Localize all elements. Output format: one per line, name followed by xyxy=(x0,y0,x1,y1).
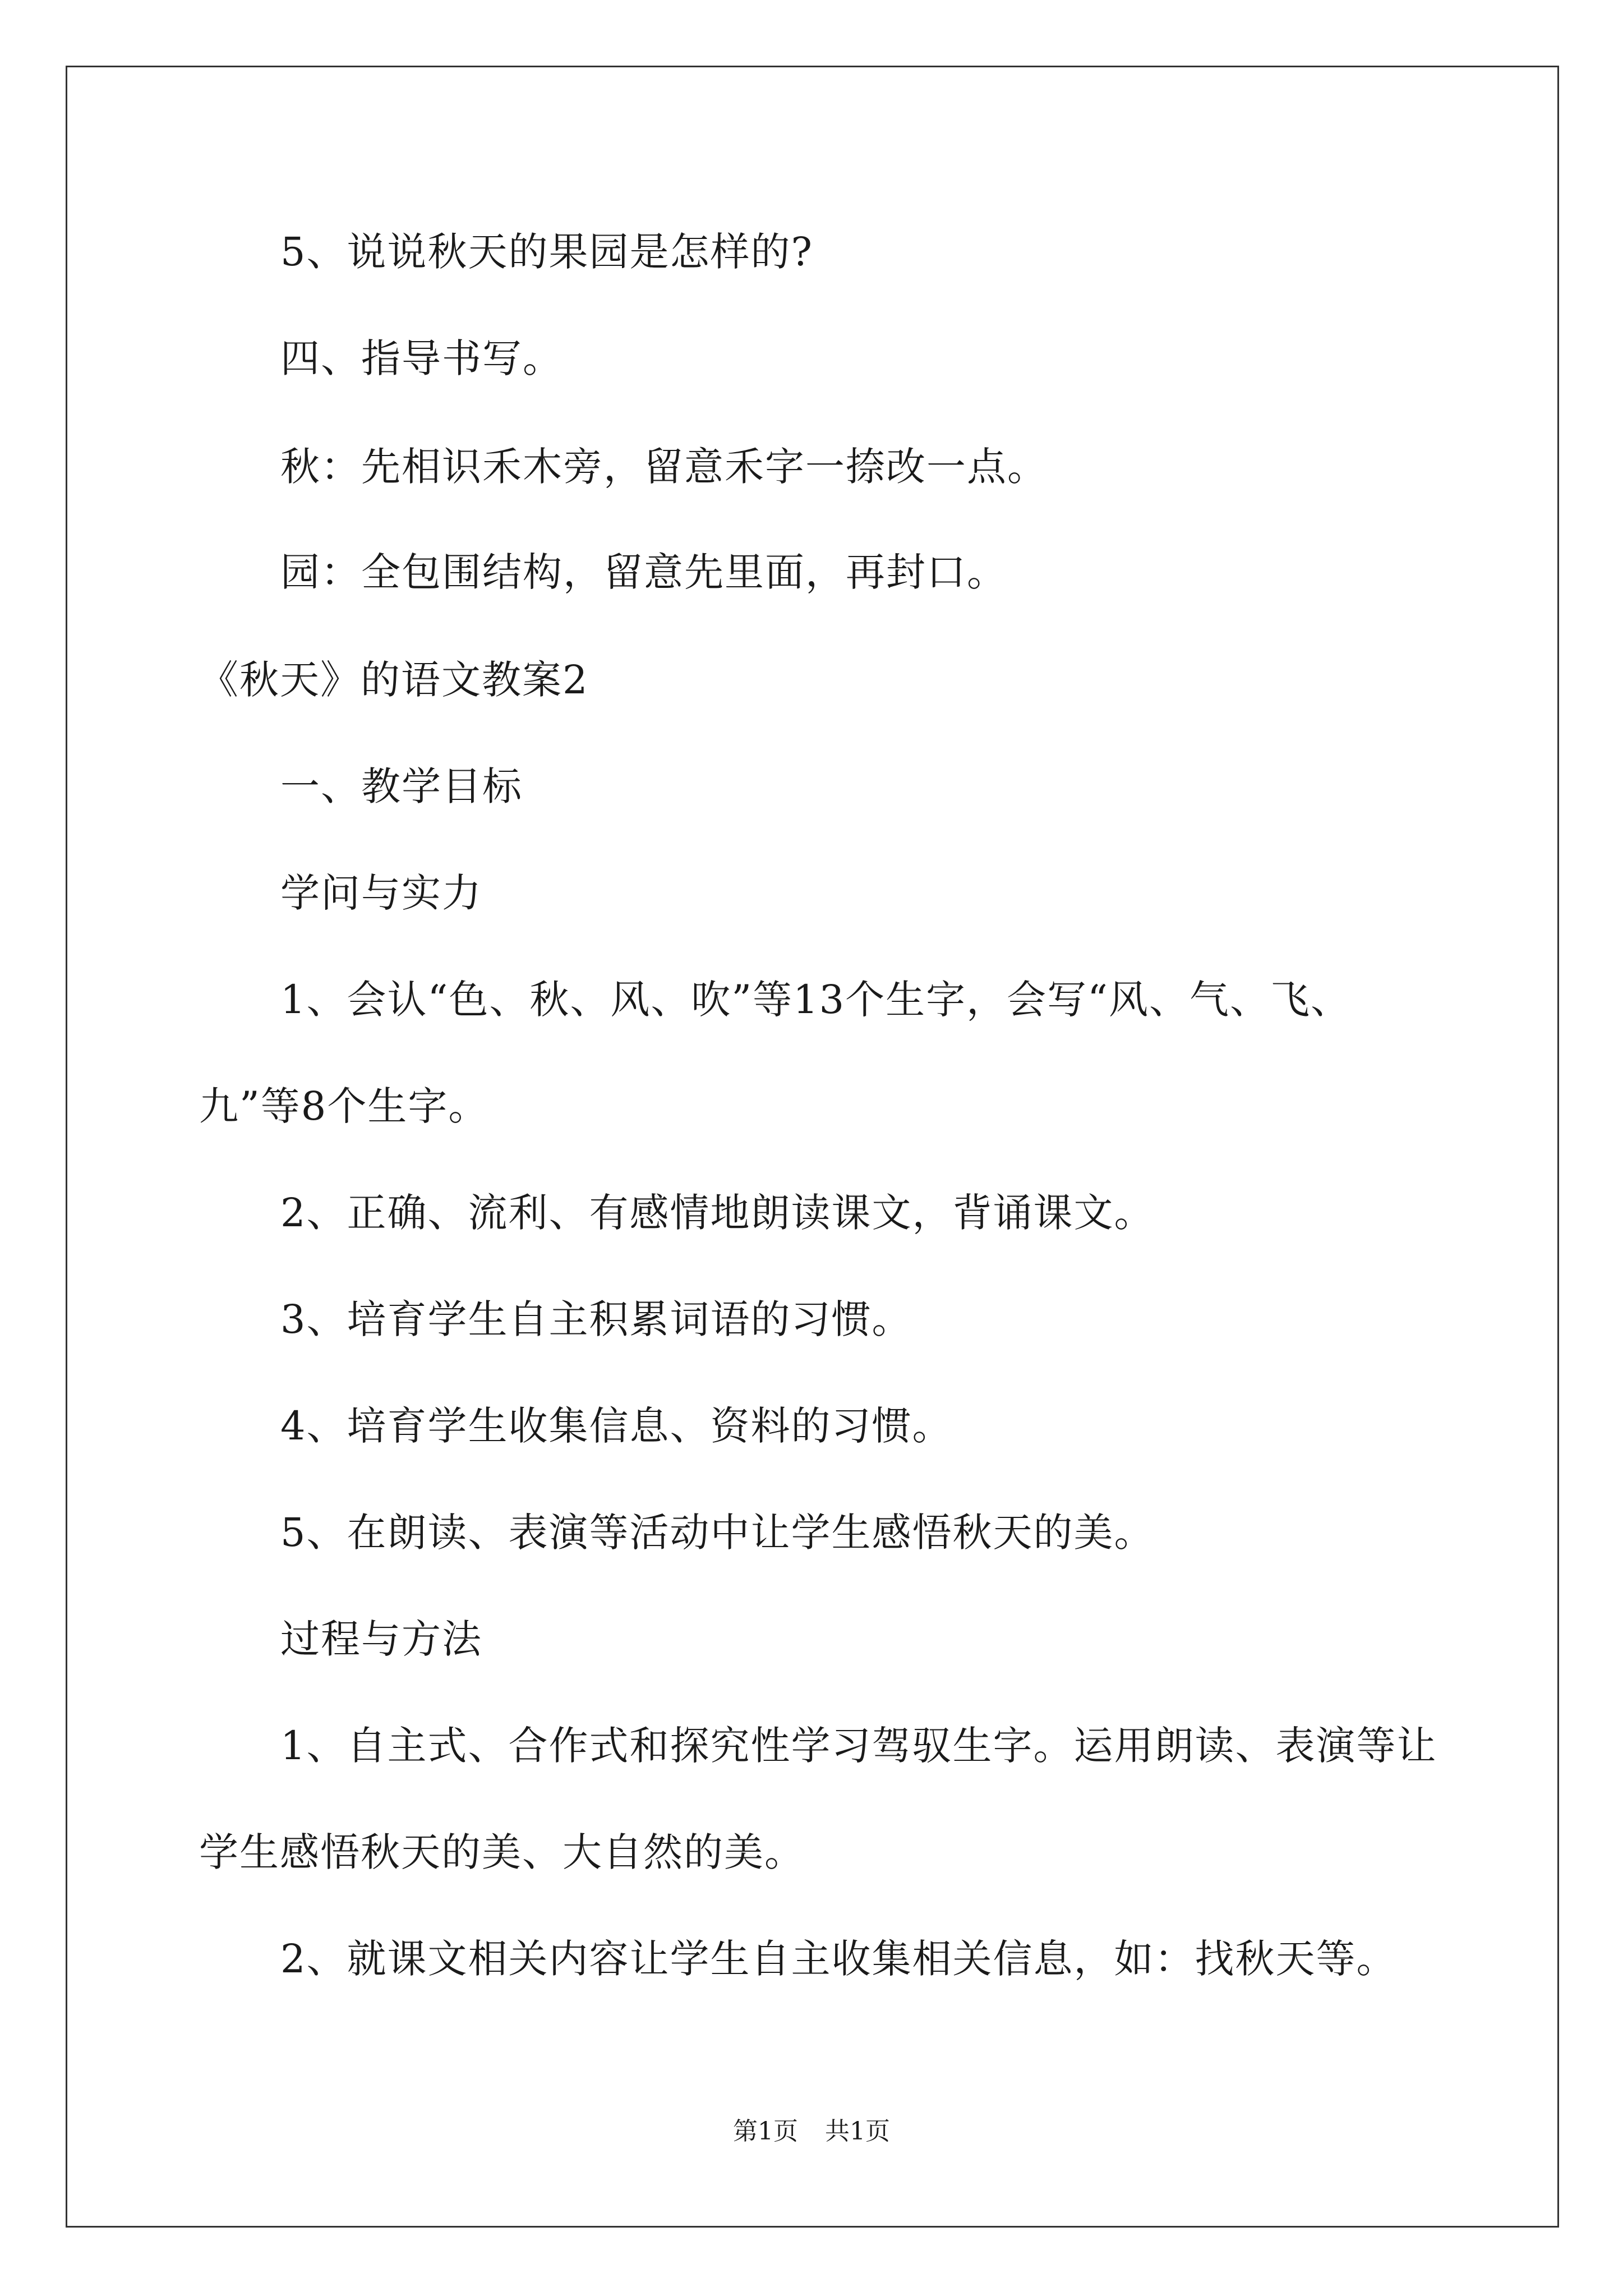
text-line: 5、说说秋天的果园是怎样的? xyxy=(280,229,814,275)
page-footer xyxy=(0,2116,1623,2147)
text-line: 秋：先相识禾木旁，留意禾字一捺改一点。 xyxy=(280,444,1048,490)
text-line: 5、在朗读、表演等活动中让学生感悟秋天的美。 xyxy=(280,1510,1155,1556)
text-line: 1、自主式、合作式和探究性学习驾驭生字。运用朗读、表演等让 xyxy=(280,1723,1437,1769)
page-total: 共1页 xyxy=(825,2117,890,2146)
page-number: 第1页 xyxy=(733,2117,798,2146)
section-heading: 《秋天》的语文教案2 xyxy=(199,657,589,703)
text-line: 2、正确、流利、有感情地朗读课文，背诵课文。 xyxy=(280,1190,1155,1236)
text-line: 2、就课文相关内容让学生自主收集相关信息，如：找秋天等。 xyxy=(280,1936,1397,1982)
text-line: 过程与方法 xyxy=(280,1616,482,1662)
text-line: 学生感悟秋天的美、大自然的美。 xyxy=(199,1829,805,1875)
text-line: 4、培育学生收集信息、资料的习惯。 xyxy=(280,1403,953,1449)
text-line: 学问与实力 xyxy=(280,870,482,916)
text-line: 园：全包围结构，留意先里面，再封口。 xyxy=(280,549,1007,595)
text-line: 1、会认“色、秋、风、吹”等13个生字，会写“风、气、飞、 xyxy=(280,977,1351,1023)
text-line: 3、培育学生自主积累词语的习惯。 xyxy=(280,1296,912,1342)
text-line: 一、教学目标 xyxy=(280,763,523,809)
page-frame xyxy=(66,66,1559,2228)
text-line: 四、指导书写。 xyxy=(280,335,563,381)
text-line: 九”等8个生字。 xyxy=(199,1083,489,1129)
